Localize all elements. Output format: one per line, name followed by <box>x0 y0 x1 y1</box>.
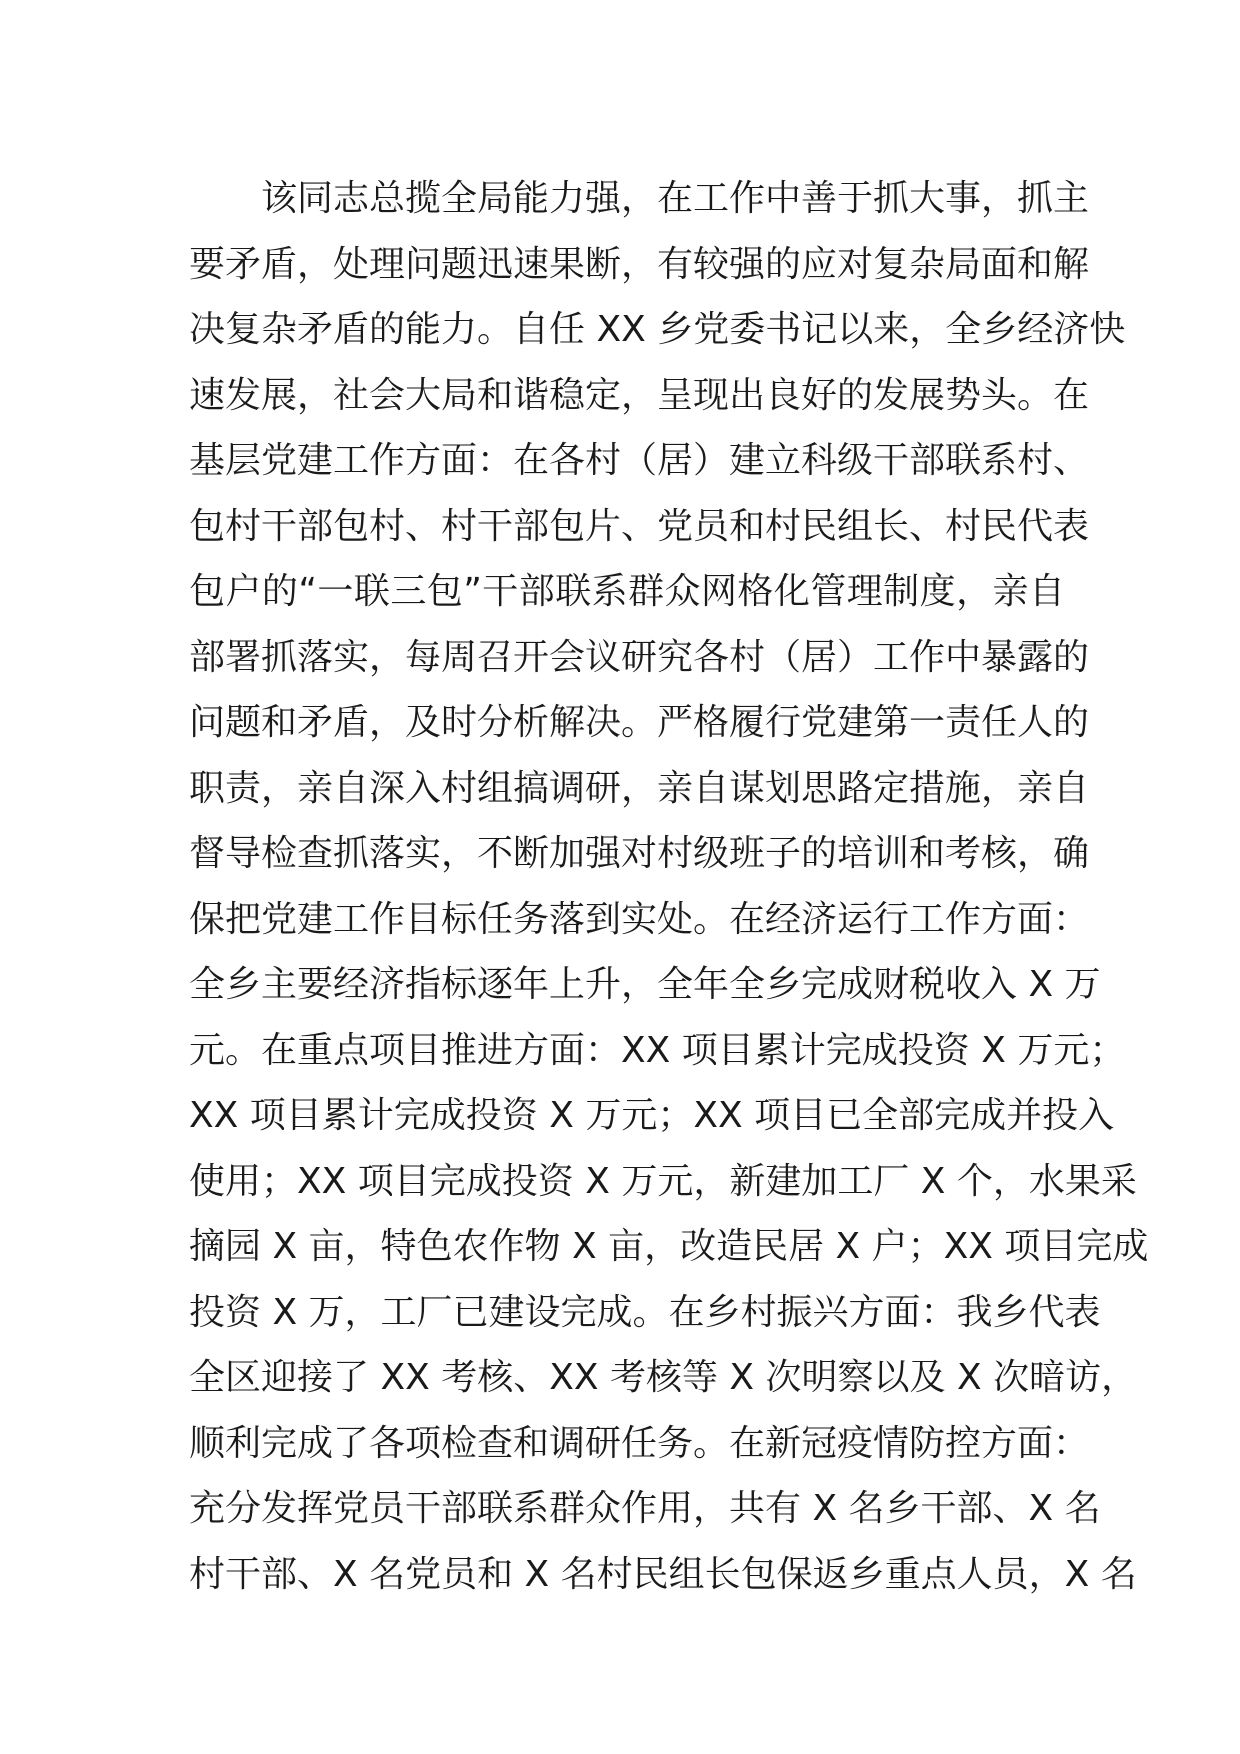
paragraph-line: 包户的“一联三包”干部联系群众网格化管理制度，亲自 <box>189 571 1065 612</box>
paragraph-line: 职责，亲自深入村组搞调研，亲自谋划思路定措施，亲自 <box>189 767 1090 809</box>
paragraph-line: 投资 X 万，工厂已建设完成。在乡村振兴方面：我乡代表 <box>189 1291 1101 1333</box>
paragraph-line: 元。在重点项目推进方面：XX 项目累计完成投资 X 万元； <box>189 1029 1126 1071</box>
paragraph-line: XX 项目累计完成投资 X 万元；XX 项目已全部完成并投入 <box>189 1095 1115 1136</box>
paragraph-line: 速发展，社会大局和谐稳定，呈现出良好的发展势头。在 <box>189 374 1090 416</box>
paragraph-line: 村干部、X 名党员和 X 名村民组长包保返乡重点人员，X 名 <box>189 1553 1137 1595</box>
body-paragraph <box>189 166 1149 1607</box>
paragraph-line: 全乡主要经济指标逐年上升，全年全乡完成财税收入 X 万 <box>189 964 1101 1005</box>
paragraph-line: 要矛盾，处理问题迅速果断，有较强的应对复杂局面和解 <box>189 243 1090 285</box>
paragraph-line: 全区迎接了 XX 考核、XX 考核等 X 次明察以及 X 次暗访， <box>189 1357 1138 1398</box>
paragraph-line: 决复杂矛盾的能力。自任 XX 乡党委书记以来，全乡经济快 <box>189 309 1126 350</box>
paragraph-line: 使用；XX 项目完成投资 X 万元，新建加工厂 X 个，水果采 <box>189 1160 1137 1202</box>
paragraph-line: 督导检查抓落实，不断加强对村级班子的培训和考核，确 <box>189 833 1090 874</box>
paragraph-line: 顺利完成了各项检查和调研任务。在新冠疫情防控方面： <box>189 1422 1090 1464</box>
paragraph-line: 问题和矛盾，及时分析解决。严格履行党建第一责任人的 <box>189 702 1090 743</box>
paragraph-line: 该同志总揽全局能力强，在工作中善于抓大事，抓主 <box>189 178 1090 219</box>
paragraph-line: 保把党建工作目标任务落到实处。在经济运行工作方面： <box>189 898 1090 940</box>
paragraph-line: 基层党建工作方面：在各村（居）建立科级干部联系村、 <box>189 440 1090 481</box>
paragraph-line: 充分发挥党员干部联系群众作用，共有 X 名乡干部、X 名 <box>189 1488 1101 1529</box>
paragraph-line: 包村干部包村、村干部包片、党员和村民组长、村民代表 <box>189 505 1090 547</box>
paragraph-line: 摘园 X 亩，特色农作物 X 亩，改造民居 X 户；XX 项目完成 <box>189 1226 1149 1267</box>
paragraph-line: 部署抓落实，每周召开会议研究各村（居）工作中暴露的 <box>189 636 1090 678</box>
